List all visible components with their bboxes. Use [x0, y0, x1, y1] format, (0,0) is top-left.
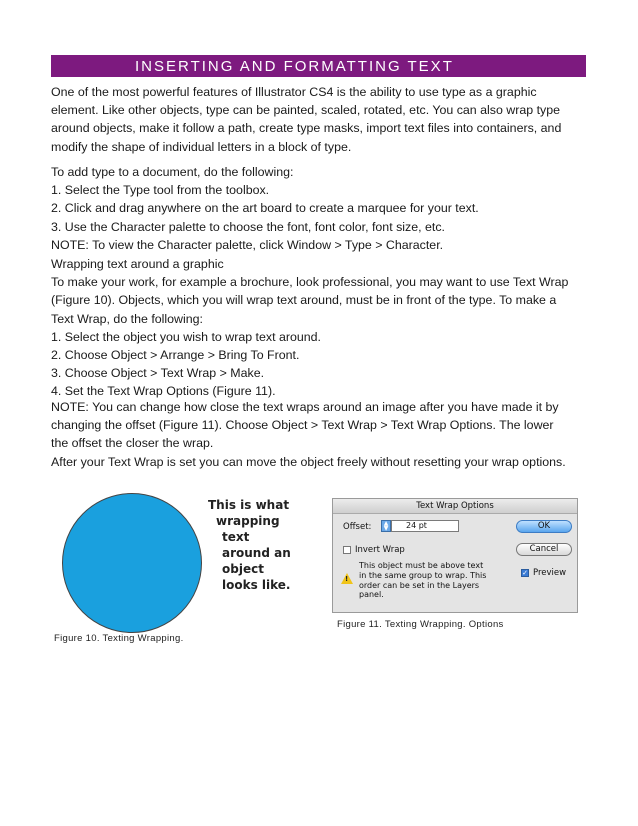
figure10-caption: Figure 10. Texting Wrapping. — [54, 633, 184, 644]
wrap-text-line: This is what — [208, 498, 290, 512]
offset-input[interactable]: 24 pt — [391, 520, 459, 532]
text-line: One of the most powerful features of Illustrator CS4 is the ability to use type as a graphic — [51, 85, 537, 99]
page-title: INSERTING AND FORMATTING TEXT — [51, 55, 586, 77]
dialog-title: Text Wrap Options — [333, 499, 577, 514]
text-line: 2. Choose Object > Arrange > Bring To Front. — [51, 348, 300, 363]
text-line: 4. Set the Text Wrap Options (Figure 11). — [51, 384, 276, 399]
add-type-steps — [51, 163, 591, 254]
text-line: 3. Use the Character palette to choose the font, font color, font size, etc. — [51, 219, 445, 234]
invert-wrap-checkbox[interactable] — [343, 546, 351, 554]
text-line: modify the shape of individual letters in a block of type. — [51, 139, 352, 154]
intro-paragraph — [51, 83, 591, 156]
text-line: NOTE: To view the Character palette, click Window > Type > Character. — [51, 237, 444, 252]
text-wrap-options-dialog — [332, 498, 578, 613]
text-line: (Figure 10). Objects, which you will wrap text around, must be in front of the type. To make a — [51, 293, 557, 308]
preview-label: Preview — [533, 568, 567, 578]
figure11-caption: Figure 11. Texting Wrapping. Options — [337, 619, 504, 630]
text-line: NOTE: You can change how close the text wraps around an image after you have made it by — [51, 400, 559, 414]
text-line: To add type to a document, do the following: — [51, 165, 294, 179]
text-line: the offset the closer the wrap. — [51, 436, 214, 451]
text-line: After your Text Wrap is set you can move the object freely without resetting your wrap options. — [51, 454, 566, 469]
wrap-text-line: around an — [222, 546, 291, 560]
wrap-text-line: looks like. — [222, 578, 291, 592]
text-line: 3. Choose Object > Text Wrap > Make. — [51, 366, 265, 381]
text-line: 2. Click and drag anywhere on the art board to create a marquee for your text. — [51, 201, 479, 216]
wrapped-object-circle — [62, 493, 202, 633]
warning-icon: ! — [345, 575, 349, 583]
cancel-button[interactable]: Cancel — [516, 543, 572, 556]
text-line: changing the offset (Figure 11). Choose Object > Text Wrap > Text Wrap Options. The lower — [51, 418, 554, 433]
wrap-text-line: text — [222, 530, 250, 544]
wrap-text-line: object — [222, 562, 264, 576]
text-line: Text Wrap, do the following: — [51, 311, 203, 326]
note-section — [51, 398, 591, 471]
offset-label: Offset: — [343, 522, 372, 532]
text-line: around objects, make it follow a path, create type masks, import text files into containers, and — [51, 121, 562, 136]
text-line: To make your work, for example a brochure, look professional, you may want to use Text Wrap — [51, 275, 569, 290]
warning-text: This object must be above text in the same group to wrap. This order can be set in the Layers panel. — [359, 561, 487, 600]
ok-button[interactable]: OK — [516, 520, 572, 533]
text-line: 1. Select the object you wish to wrap text around. — [51, 329, 321, 344]
text-line: 1. Select the Type tool from the toolbox. — [51, 183, 270, 198]
wrap-text-line: wrapping — [216, 514, 280, 528]
offset-stepper[interactable]: ▲ ▼ — [381, 520, 391, 532]
section-heading: Wrapping text around a graphic — [51, 257, 224, 271]
text-line: element. Like other objects, type can be painted, scaled, rotated, etc. You can also wrap type — [51, 103, 561, 118]
invert-wrap-label: Invert Wrap — [355, 545, 405, 555]
wrap-section — [51, 255, 591, 401]
preview-checkbox[interactable]: ✓ — [522, 569, 528, 577]
